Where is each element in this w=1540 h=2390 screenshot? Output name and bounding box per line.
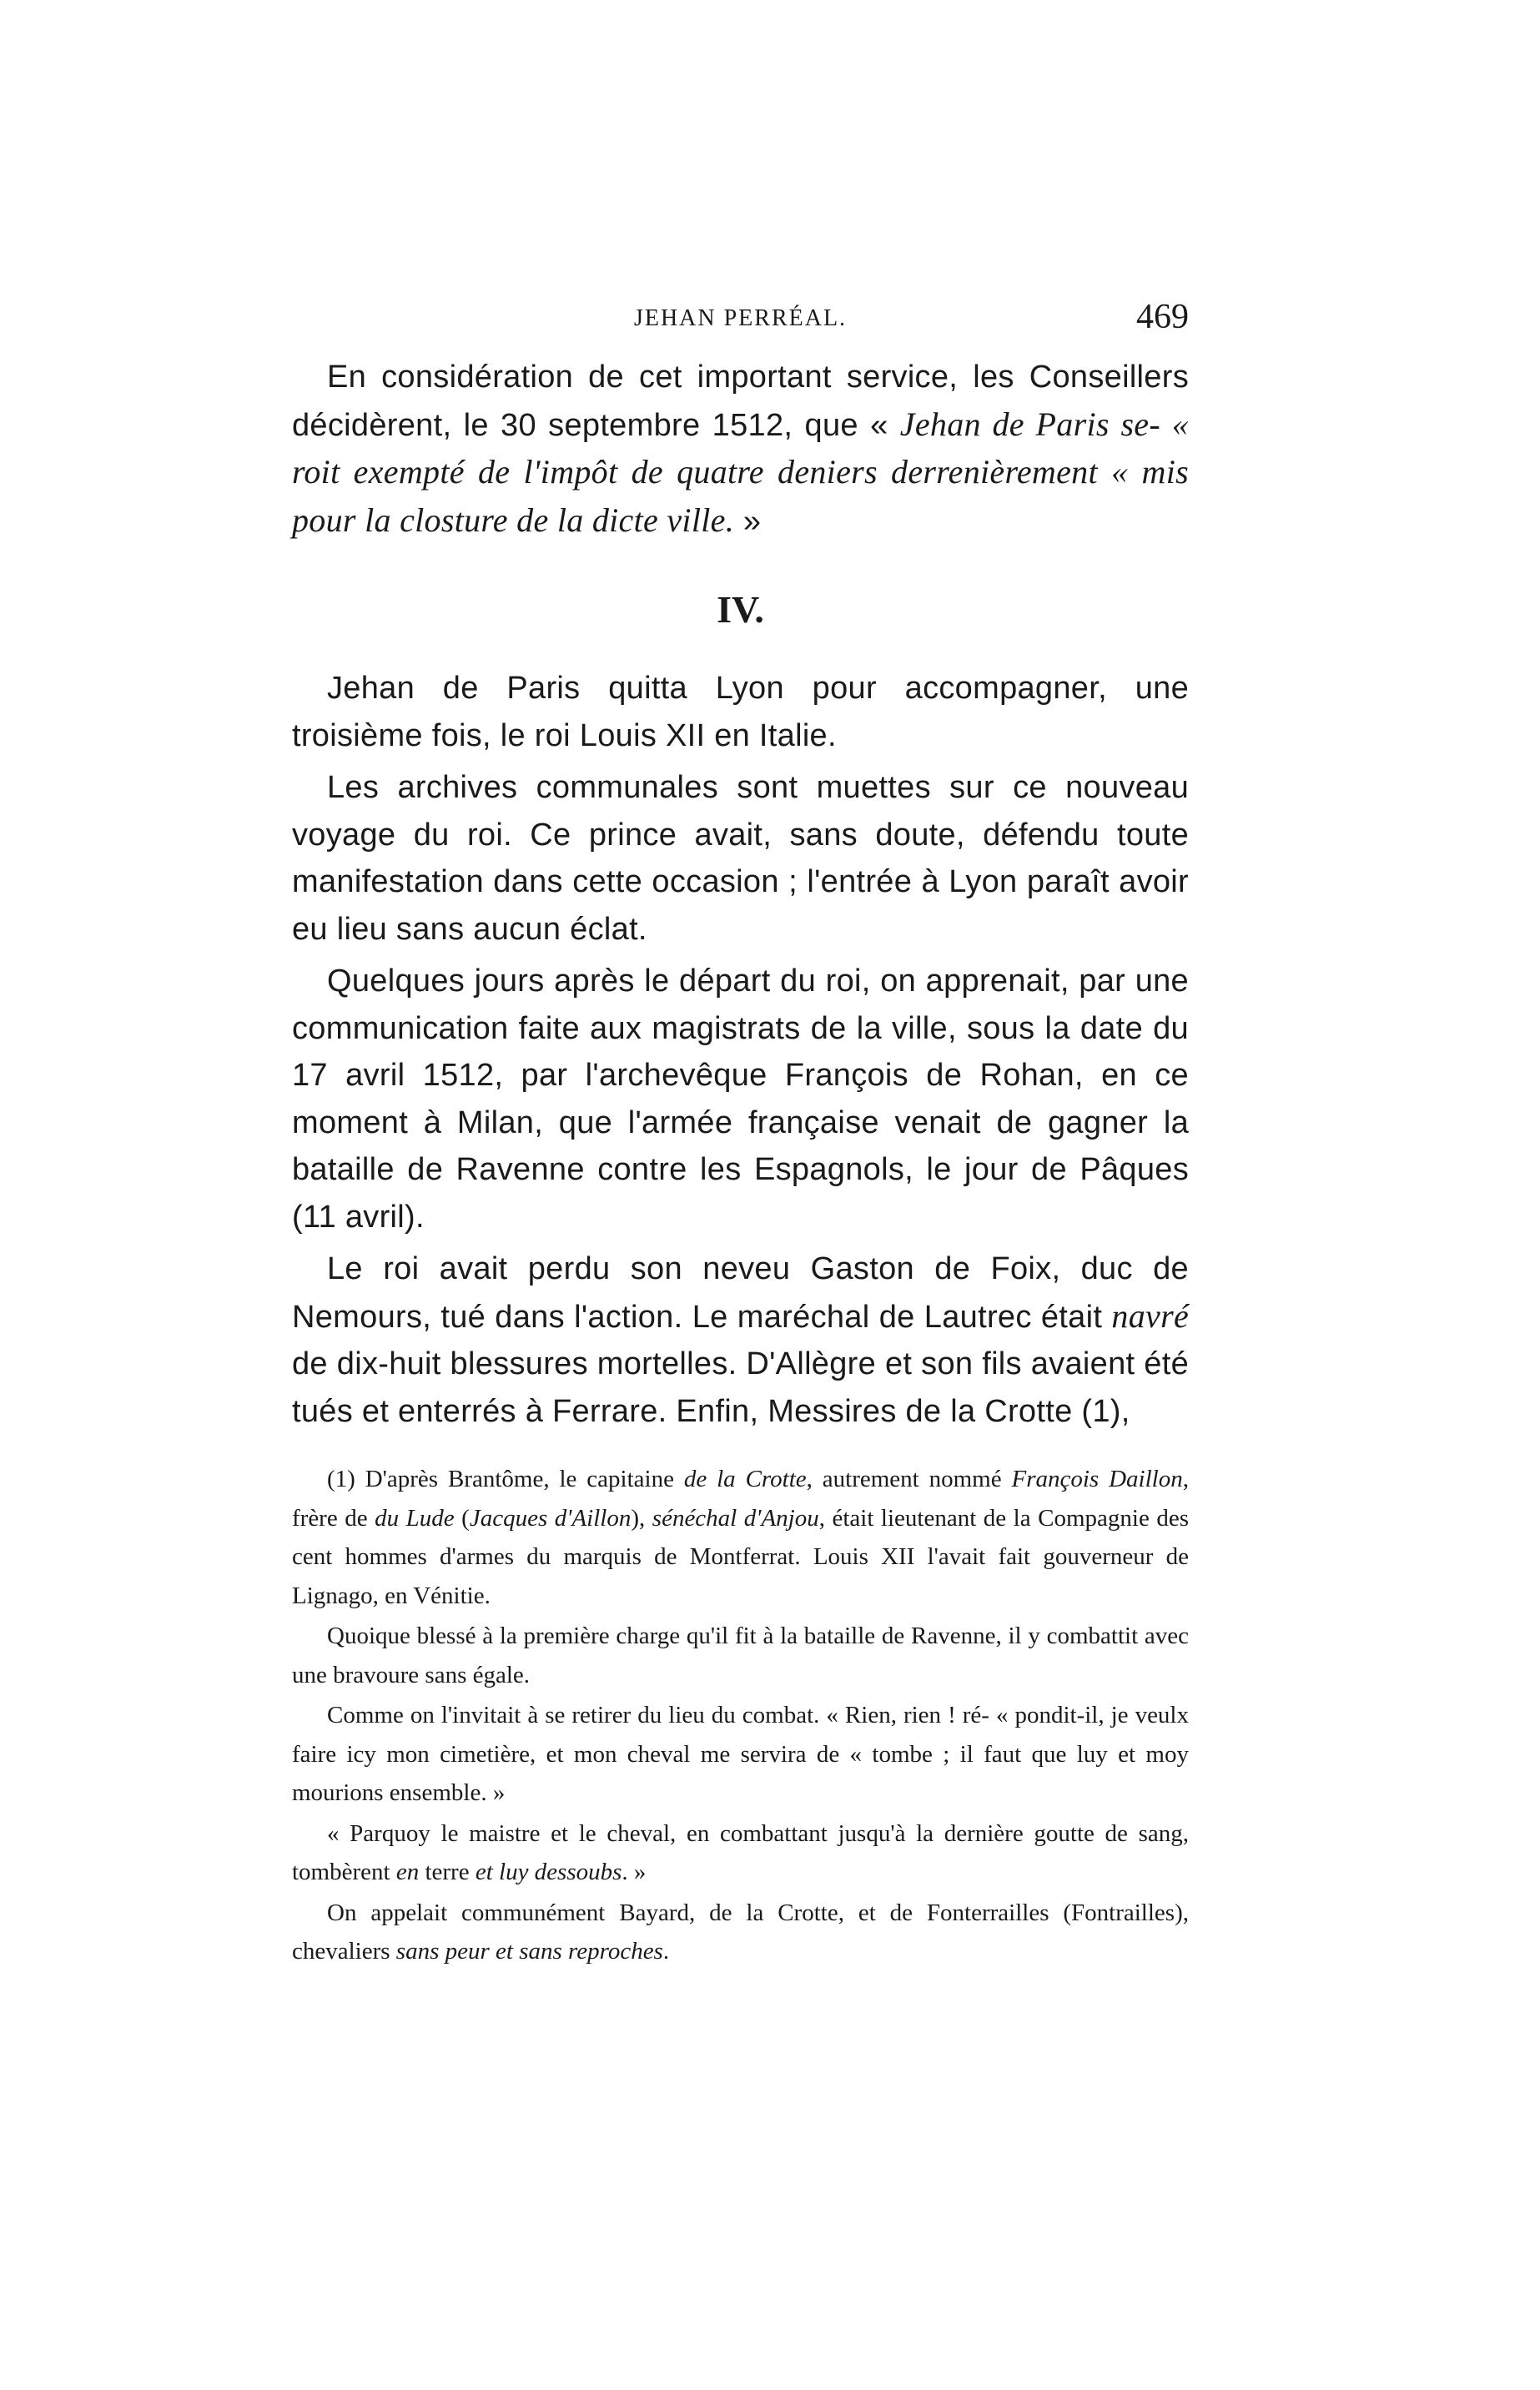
footnote-emphasis: et luy dessoubs — [475, 1859, 622, 1885]
footnote-text: ( — [454, 1504, 470, 1532]
paragraph-intro — [292, 354, 1189, 545]
intro-close: » — [734, 503, 762, 539]
paragraph: Les archives communales sont muettes sur ce nouveau voyage du roi. Ce prince avait, sans doute, défendu toute manifestation dans cette occasion ; l'entrée à Lyon paraît avoir eu lieu sans aucun éclat. — [292, 770, 1189, 947]
paragraph-text: de dix-huit blessures mortelles. D'Allègre et son fils avaient été tués et enterrés à Ferrare. Enfin, Messires de la Crotte (1), — [292, 1346, 1189, 1429]
page-number: 469 — [1136, 298, 1189, 336]
footnote-text: « Parquoy le maistre et le cheval, en combattant jusqu'à la dernière goutte de sang, tombèrent — [292, 1819, 1189, 1885]
footnotes — [292, 1460, 1189, 1971]
footnote-paragraph — [292, 1894, 1189, 1971]
footnote-1 — [292, 1460, 1189, 1615]
footnote-text: (1) D'après Brantôme, le capitaine — [327, 1466, 684, 1492]
footnote-emphasis: sans peur et sans reproches — [395, 1938, 663, 1965]
emphasis: navré — [1111, 1296, 1189, 1335]
section-heading: IV. — [717, 588, 764, 631]
footnote-emphasis: Jacques d'Aillon — [469, 1504, 632, 1532]
footnote-emphasis: sénéchal d'Anjou — [652, 1504, 819, 1532]
footnote-text: . » — [622, 1859, 647, 1885]
paragraph: Jehan de Paris quitta Lyon pour accompagner, une troisième fois, le roi Louis XII en Italie. — [292, 671, 1189, 753]
footnote-paragraph: Comme on l'invitait à se retirer du lieu du combat. « Rien, rien ! ré- « pondit-il, je veulx faire icy mon cimetière, et mon cheval me servira de « tombe ; il faut que luy et moy mourions ensemble. » — [292, 1702, 1189, 1806]
footnote-text: terre — [419, 1859, 476, 1885]
footnote-emphasis: du Lude — [375, 1504, 455, 1532]
footnote-paragraph: Quoique blessé à la première charge qu'il fit à la bataille de Ravenne, il y combattit avec une bravoure sans égale. — [292, 1623, 1189, 1688]
footnote-text: On appelait communément Bayard, de la Crotte, et de Fonterrailles (Fontrailles), chevaliers — [292, 1899, 1189, 1965]
running-title: JEHAN PERRÉAL. — [633, 305, 848, 331]
intro-quote: Jehan de Paris se- « roit exempté de l'impôt de quatre deniers derrenièrement « mis pour la closture de la dicte ville. — [292, 405, 1189, 539]
footnote-text: , frère de — [292, 1466, 1189, 1532]
footnote-emphasis: de la Crotte — [683, 1466, 807, 1492]
footnote-emphasis: François Daillon — [1011, 1466, 1183, 1492]
footnote-text: ), — [631, 1504, 652, 1532]
footnote-text: , autrement nommé — [806, 1466, 1012, 1492]
page-header — [292, 300, 1189, 342]
footnote-emphasis: en — [395, 1859, 420, 1885]
footnote-text: , était lieutenant de la Compagnie des cent hommes d'armes du marquis de Montferrat. Louis XII l'avait fait gouverneur de Lignago, en Vénitie. — [292, 1504, 1189, 1609]
intro-text: En considération de cet important service, les Conseillers décidèrent, le 30 septembre 1512, que « — [292, 360, 1189, 443]
footnote-text: . — [662, 1938, 670, 1965]
footnote-paragraph — [292, 1814, 1189, 1892]
paragraph — [292, 1245, 1189, 1435]
main-text — [292, 354, 1189, 1435]
book-page — [292, 300, 1189, 1971]
paragraph-text: Le roi avait perdu son neveu Gaston de Foix, duc de Nemours, tué dans l'action. Le maréchal de Lautrec était — [292, 1251, 1189, 1335]
paragraph: Quelques jours après le départ du roi, on apprenait, par une communication faite aux magistrats de la ville, sous la date du 17 avril 1512, par l'archevêque François de Rohan, en ce moment à Milan, que l'armée française venait de gagner la bataille de Ravenne contre les Espagnols, le jour de Pâques (11 avril). — [292, 964, 1189, 1235]
